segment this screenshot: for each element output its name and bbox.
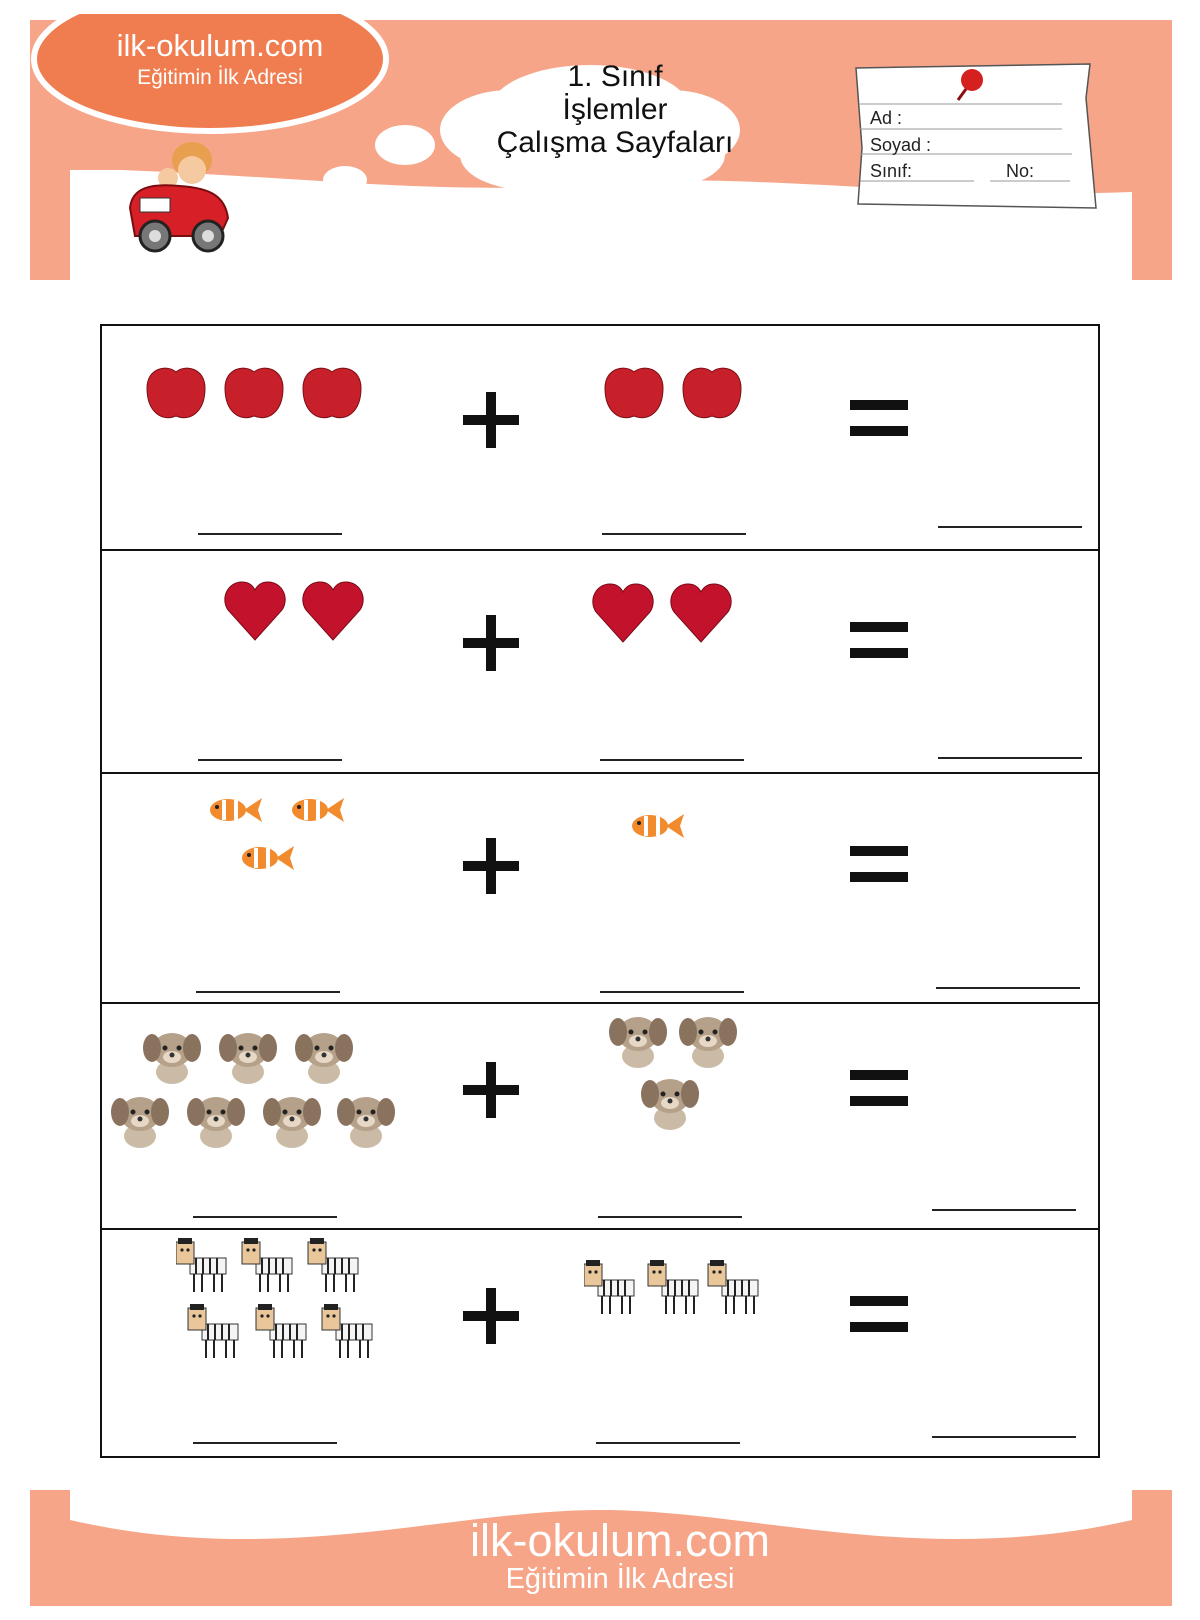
- count-blank-left[interactable]: [193, 1216, 337, 1218]
- row-divider: [100, 772, 1100, 774]
- count-blank-right[interactable]: [596, 1442, 740, 1444]
- count-blank-right[interactable]: [602, 533, 746, 535]
- count-blank-left[interactable]: [193, 1442, 337, 1444]
- plus-sign: [463, 1062, 519, 1118]
- answer-blank[interactable]: [936, 987, 1080, 989]
- name-label: Ad :: [870, 108, 903, 128]
- apple-group-left: [142, 360, 382, 424]
- row-divider: [100, 1228, 1100, 1230]
- equals-sign: [850, 398, 908, 440]
- zebra-group-left: [176, 1238, 386, 1368]
- count-blank-left[interactable]: [196, 991, 340, 993]
- row-divider: [100, 1002, 1100, 1004]
- answer-blank[interactable]: [932, 1209, 1076, 1211]
- worksheet-title-line-3: Çalışma Sayfaları: [496, 126, 734, 159]
- equals-sign: [850, 1294, 908, 1336]
- row-divider: [100, 549, 1100, 551]
- equals-sign: [850, 1068, 908, 1110]
- car-mascot-illustration: [120, 138, 240, 260]
- apple-group-right: [600, 360, 760, 424]
- class-label: Sınıf:: [870, 161, 913, 181]
- worksheet-title-line-2: İşlemler: [562, 93, 668, 126]
- plus-sign: [463, 1288, 519, 1344]
- surname-label: Soyad :: [870, 135, 932, 155]
- equals-sign: [850, 844, 908, 886]
- count-blank-right[interactable]: [600, 991, 744, 993]
- heart-group-left: [222, 578, 372, 642]
- puppy-group-left: [110, 1026, 400, 1156]
- plus-sign: [463, 838, 519, 894]
- plus-sign: [463, 615, 519, 671]
- fish-group-right: [632, 812, 702, 848]
- answer-blank[interactable]: [938, 757, 1082, 759]
- answer-blank[interactable]: [932, 1436, 1076, 1438]
- plus-sign: [463, 392, 519, 448]
- fish-group-left: [210, 796, 370, 890]
- worksheet-title-line-1: 1. Sınıf: [567, 60, 663, 93]
- zebra-group-right: [584, 1260, 774, 1326]
- footer-tagline: Eğitimin İlk Adresi: [505, 1563, 735, 1595]
- count-blank-right[interactable]: [598, 1216, 742, 1218]
- equals-sign: [850, 620, 908, 662]
- logo-tagline: Eğitimin İlk Adresi: [137, 66, 303, 89]
- footer-site: ilk-okulum.com: [469, 1515, 771, 1566]
- count-blank-right[interactable]: [600, 759, 744, 761]
- logo-title: ilk-okulum.com: [116, 28, 324, 63]
- heart-group-right: [590, 580, 740, 644]
- puppy-group-right: [608, 1010, 748, 1140]
- answer-blank[interactable]: [938, 526, 1082, 528]
- count-blank-left[interactable]: [198, 759, 342, 761]
- count-blank-left[interactable]: [198, 533, 342, 535]
- number-label: No:: [1006, 161, 1035, 181]
